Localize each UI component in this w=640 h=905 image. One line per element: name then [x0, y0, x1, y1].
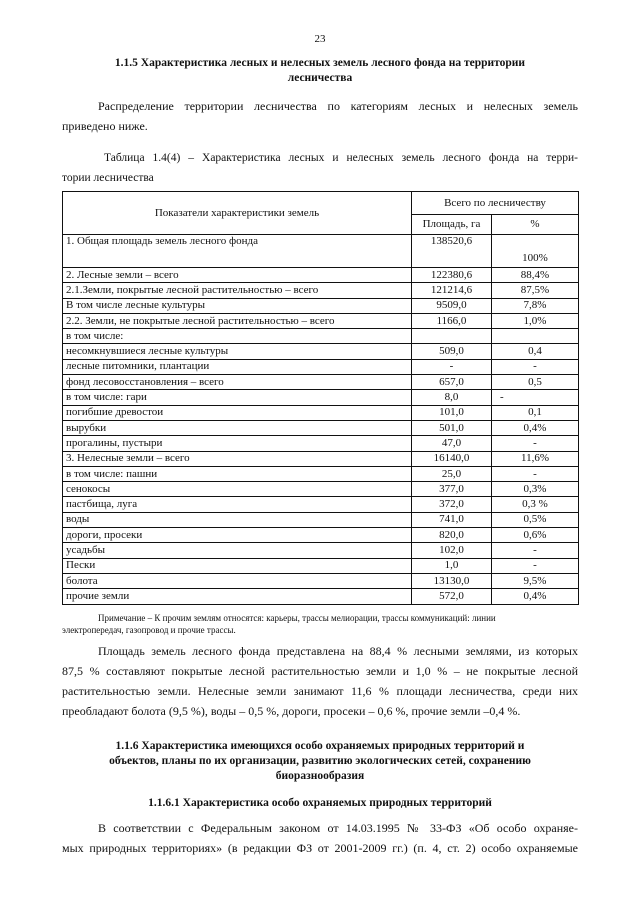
table-row [63, 436, 579, 451]
paragraph-line: мых природных территориях» (в редакции ФЗ от 2001-2009 гг.) (п. 4, ст. 2) особо охраняемые [62, 841, 578, 855]
table-row [63, 466, 579, 481]
row-label: в том числе: гари [63, 390, 412, 405]
paragraph-line: приведено ниже. [62, 119, 148, 133]
section-heading-1-1-6-1: 1.1.6.1 Характеристика особо охраняемых природных территорий [148, 797, 492, 809]
table-row [63, 482, 579, 497]
table-header-area: Площадь, га [412, 215, 492, 235]
row-area: 741,0 [412, 512, 492, 527]
heading-line: лесничества [287, 72, 353, 84]
row-label: 2. Лесные земли – всего [63, 268, 412, 283]
row-percent: 1,0% [492, 313, 579, 328]
row-percent: 0,6% [492, 528, 579, 543]
row-label: воды [63, 512, 412, 527]
row-label: 2.1.Земли, покрытые лесной растительностью – всего [63, 283, 412, 298]
note-line: электропередач, газопровод и прочие трассы. [62, 625, 236, 635]
table-row [63, 268, 579, 283]
row-label: усадьбы [63, 543, 412, 558]
row-label: лесные питомники, плантации [63, 359, 412, 374]
heading-line: 1.1.5 Характеристика лесных и нелесных земель лесного фонда на территории [114, 57, 526, 69]
paragraph-line: преобладают болота (9,5 %), воды – 0,5 %, дороги, просеки – 0,6 %, прочие земли –0,4 %. [62, 704, 521, 718]
paragraph-line: Площадь земель лесного фонда представлена на 88,4 % лесными землями, из которых [98, 644, 578, 658]
table-row [63, 497, 579, 512]
table-row [63, 298, 579, 313]
table-row [63, 283, 579, 298]
page-number: 23 [314, 33, 326, 45]
row-label: 1. Общая площадь земель лесного фонда [63, 235, 412, 268]
row-percent: 87,5% [492, 283, 579, 298]
row-label: фонд лесовосстановления – всего [63, 375, 412, 390]
row-area: 501,0 [412, 420, 492, 435]
row-percent: 0,5% [492, 512, 579, 527]
row-percent: 0,3 % [492, 497, 579, 512]
row-percent: - [492, 558, 579, 573]
row-area: 138520,6 [412, 235, 492, 268]
row-label: дороги, просеки [63, 528, 412, 543]
row-area: 820,0 [412, 528, 492, 543]
table-row [63, 405, 579, 420]
row-label: несомкнувшиеся лесные культуры [63, 344, 412, 359]
land-characteristics-table [62, 191, 579, 605]
table-row [63, 543, 579, 558]
section-heading-1-1-5 [70, 56, 570, 86]
row-label: в том числе: пашни [63, 466, 412, 481]
row-percent: 88,4% [492, 268, 579, 283]
row-area: 121214,6 [412, 283, 492, 298]
table-row [63, 558, 579, 573]
row-percent: - [492, 543, 579, 558]
section-heading-1-1-6 [70, 739, 570, 784]
table-header-total: Всего по лесничеству [412, 192, 579, 215]
row-label: прочие земли [63, 589, 412, 604]
paragraph-line: В соответствии с Федеральным законом от 14.03.1995 № 33-ФЗ «Об особо охраняе- [98, 821, 578, 835]
row-percent [492, 329, 579, 344]
row-area [412, 329, 492, 344]
table-row [63, 573, 579, 588]
row-label: В том числе лесные культуры [63, 298, 412, 313]
row-area: 372,0 [412, 497, 492, 512]
row-area: 13130,0 [412, 573, 492, 588]
table-row [63, 344, 579, 359]
row-percent: 7,8% [492, 298, 579, 313]
intro-paragraph [62, 96, 578, 136]
table-row [63, 420, 579, 435]
heading-line: биоразнообразия [275, 770, 365, 782]
row-area: 572,0 [412, 589, 492, 604]
table-caption [62, 148, 578, 188]
row-percent: 0,3% [492, 482, 579, 497]
note-line: Примечание – К прочим землям относятся: карьеры, трассы мелиорации, трассы коммуникаций: линии [98, 613, 496, 623]
row-area: 509,0 [412, 344, 492, 359]
final-paragraph [62, 818, 578, 858]
row-area: 657,0 [412, 375, 492, 390]
row-percent: 0,4 [492, 344, 579, 359]
row-area: 25,0 [412, 466, 492, 481]
table-header-percent: % [492, 215, 579, 235]
paragraph-line: 87,5 % составляют покрытые лесной растительностью земли и 1,0 % – не покрытые лесной [62, 664, 578, 678]
heading-line: объектов, планы по их организации, развитию экологических сетей, сохранению [109, 755, 531, 767]
row-label: Пески [63, 558, 412, 573]
row-label: в том числе: [63, 329, 412, 344]
table-row [63, 375, 579, 390]
row-label: прогалины, пустыри [63, 436, 412, 451]
table-header-indicators: Показатели характеристики земель [63, 192, 412, 235]
heading-line: 1.1.6 Характеристика имеющихся особо охраняемых природных территорий и [115, 740, 525, 752]
row-percent: - [492, 466, 579, 481]
row-area: 16140,0 [412, 451, 492, 466]
row-area: - [412, 359, 492, 374]
table-row [63, 235, 579, 268]
table-note [62, 612, 578, 636]
row-area: 47,0 [412, 436, 492, 451]
table-row [63, 512, 579, 527]
row-area: 8,0 [412, 390, 492, 405]
paragraph-line: Распределение территории лесничества по категориям лесных и нелесных земель [98, 99, 578, 113]
summary-paragraph [62, 641, 578, 721]
table-row [63, 589, 579, 604]
row-label: пастбища, луга [63, 497, 412, 512]
row-label: сенокосы [63, 482, 412, 497]
row-label: 2.2. Земли, не покрытые лесной растительностью – всего [63, 313, 412, 328]
caption-line: Таблица 1.4(4) – Характеристика лесных и нелесных земель лесного фонда на терри- [104, 152, 578, 164]
row-label: болота [63, 573, 412, 588]
row-area: 9509,0 [412, 298, 492, 313]
row-area: 1166,0 [412, 313, 492, 328]
row-area: 1,0 [412, 558, 492, 573]
row-percent: 0,4% [492, 420, 579, 435]
row-area: 101,0 [412, 405, 492, 420]
table-row [63, 329, 579, 344]
row-area: 377,0 [412, 482, 492, 497]
caption-line: тории лесничества [62, 172, 154, 184]
row-percent: - [492, 390, 579, 405]
table-row [63, 359, 579, 374]
row-percent: 100% [492, 235, 579, 268]
row-percent: 9,5% [492, 573, 579, 588]
table-row [63, 313, 579, 328]
row-percent: - [492, 436, 579, 451]
row-area: 102,0 [412, 543, 492, 558]
row-percent: 0,5 [492, 375, 579, 390]
table-row [63, 390, 579, 405]
row-percent: 0,1 [492, 405, 579, 420]
row-area: 122380,6 [412, 268, 492, 283]
table-row [63, 451, 579, 466]
row-label: 3. Нелесные земли – всего [63, 451, 412, 466]
row-percent: - [492, 359, 579, 374]
row-percent: 11,6% [492, 451, 579, 466]
table-row [63, 528, 579, 543]
row-label: погибшие древостои [63, 405, 412, 420]
row-label: вырубки [63, 420, 412, 435]
row-percent: 0,4% [492, 589, 579, 604]
paragraph-line: растительностью земли. Нелесные земли занимают 11,6 % площади лесничества, среди них [62, 684, 578, 698]
